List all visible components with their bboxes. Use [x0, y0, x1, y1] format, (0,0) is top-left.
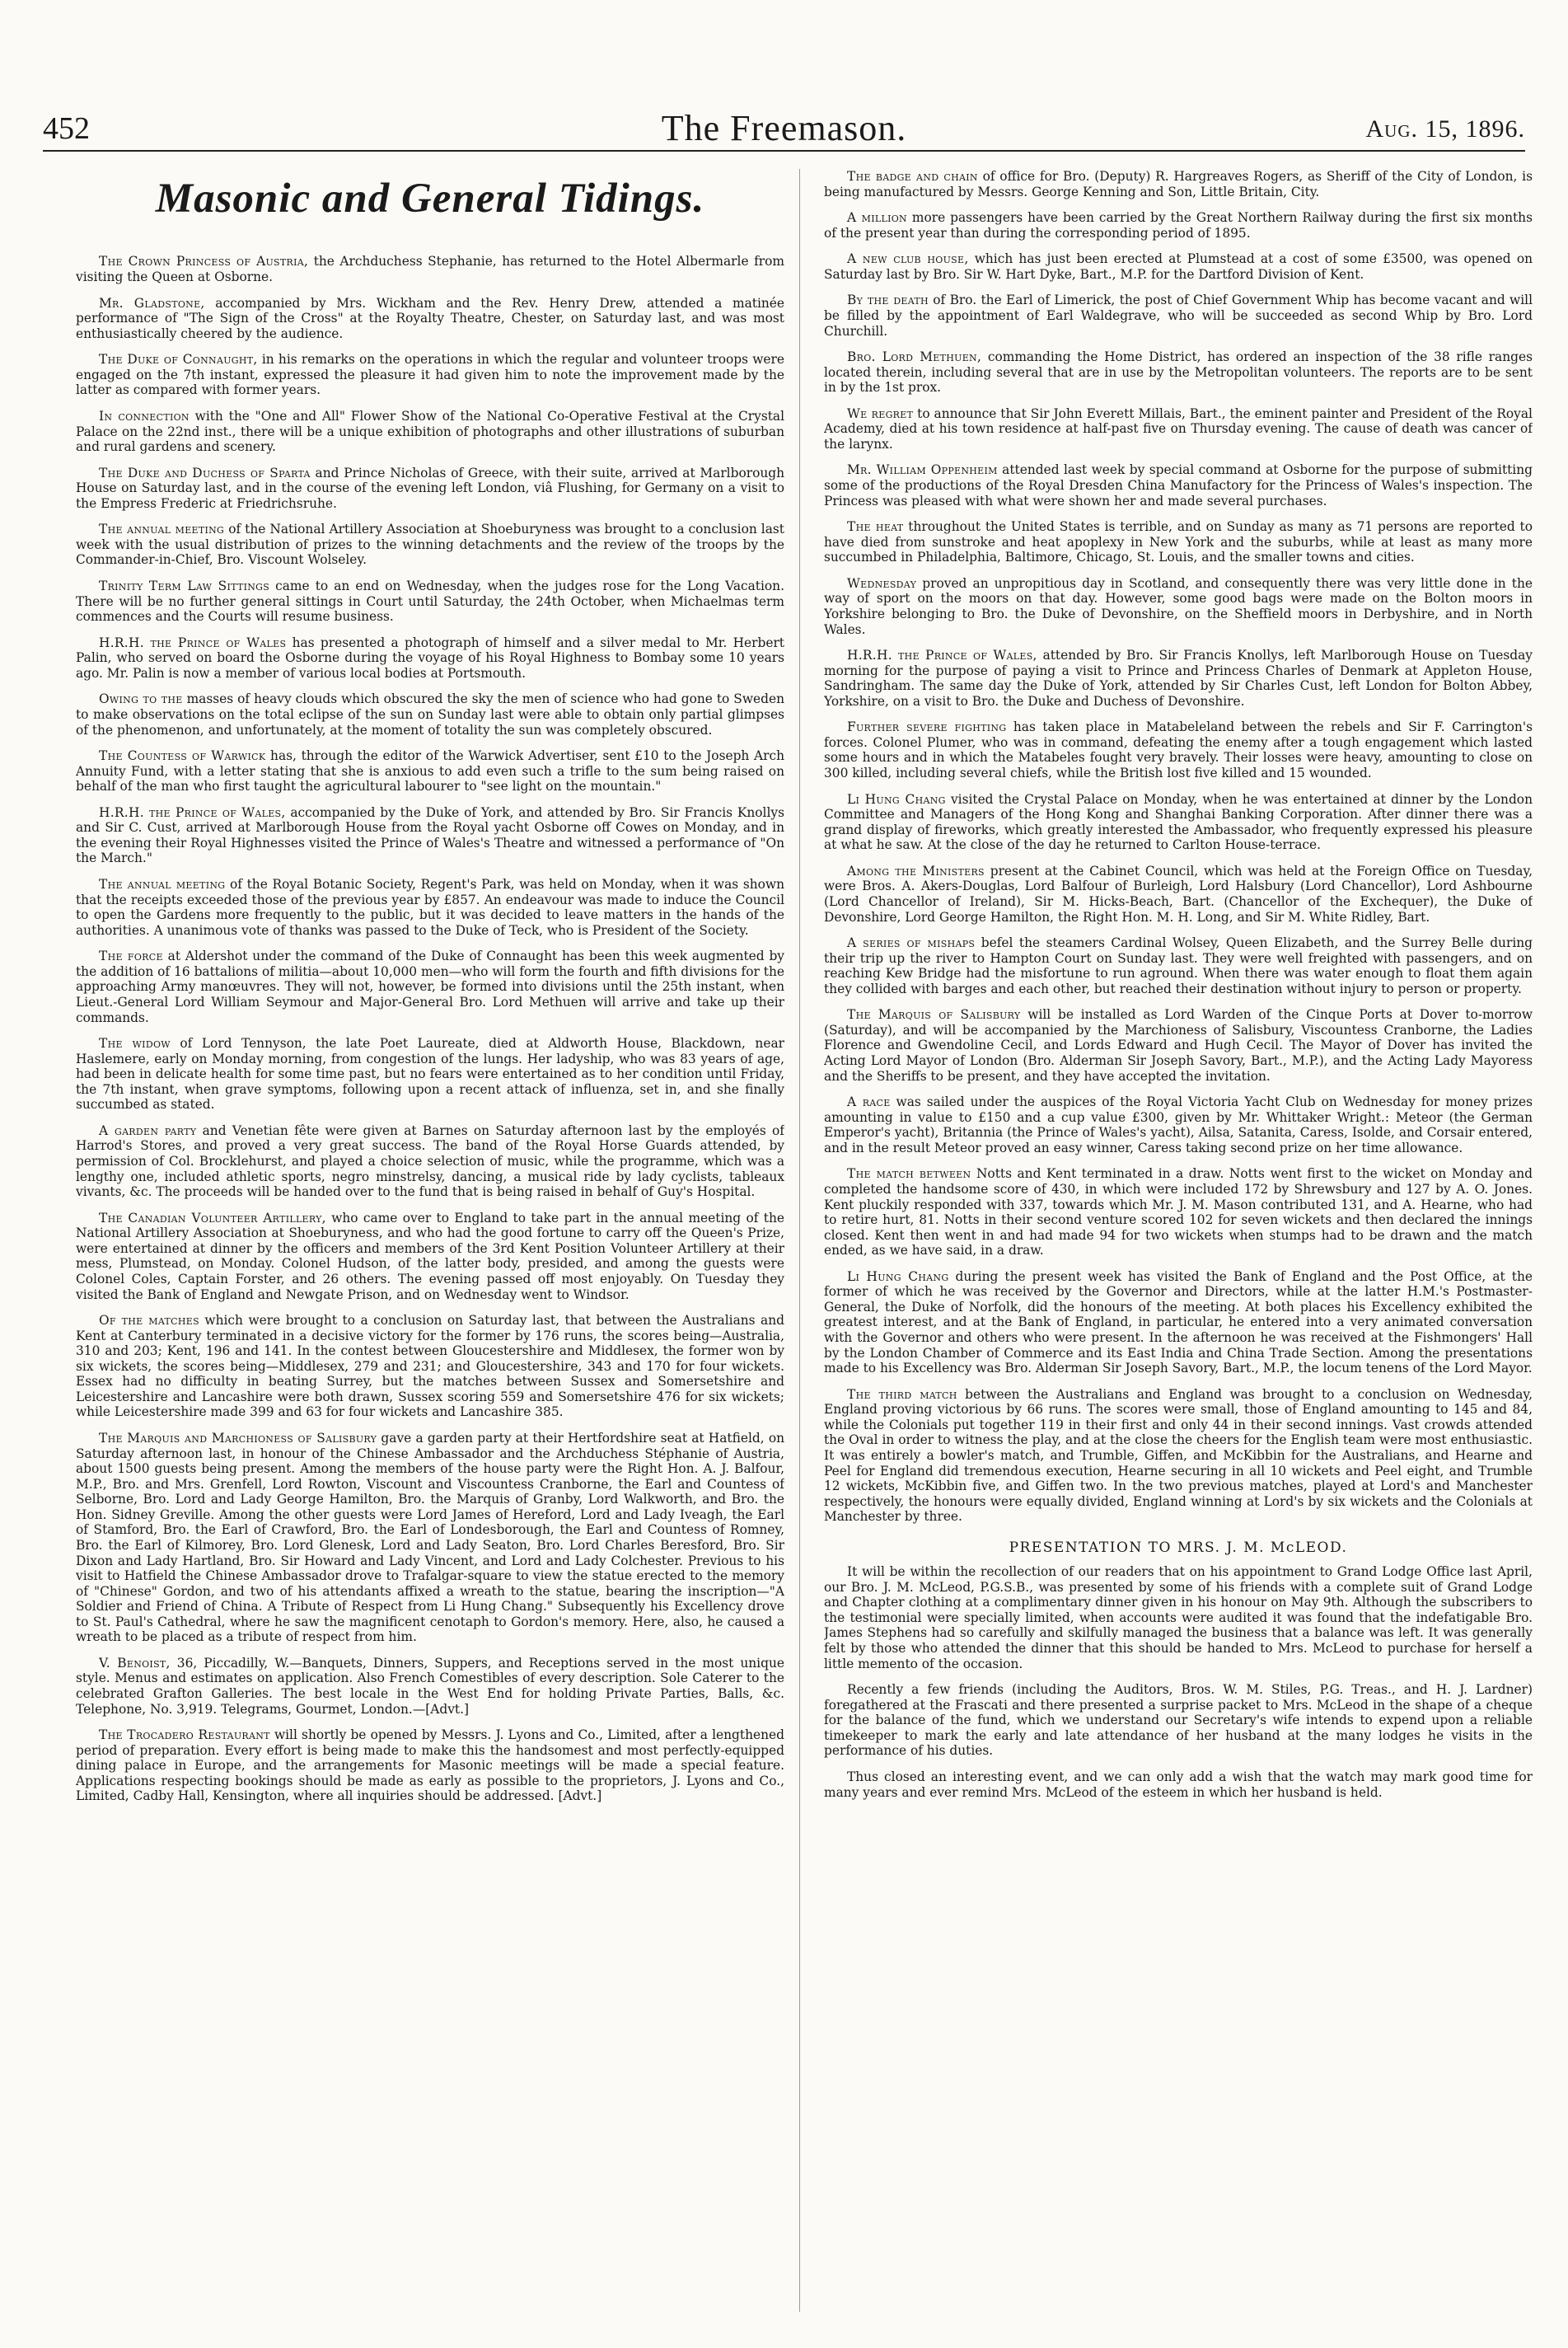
paragraph-text: between the Australians and England was brought to a conclusion on Wednesday, England proving victorious by 66 runs. The scores were small, those of England amounting to 145 and 84, while the Colonials put together 119 in their first and only 44 in their second innings. Vast crowds attended the Oval in order to witness the play, and at the close the cheers for the English team were most enthusiastic. It was entirely a bowler's match, and Trumble, Giffen, and McKibbin for the Australians, and Hearne and Peel for England did tremendous execution, Hearne securing in all 10 wickets and Peel eight, and Trumble 12 wickets, McKibbin five, and Giffen two. In the two previous matches, played at Lord's and Manchester respectively, the honours were equally divided, England winning at Lord's by six wickets and the Colonials at Manchester by three. — [824, 1386, 1533, 1525]
paragraph-text: of the Royal Botanic Society, Regent's Park, was held on Monday, when it was shown that the receipts exceeded those of the previous year by £857. An endeavour was made to induce the Council to open the Gardens more frequently to the public, but it was decided to leave matters in the hands of the authorities. A unanimous vote of thanks was passed to the Duke of Teck, who is President of the Society. — [76, 877, 784, 938]
paragraph-text: during the present week has visited the Bank of England and the Post Office, at the former of which he was received by the Governor and Directors, while at the latter H.M.'s Postmaster-General, the Duke of Norfolk, did the honours of the meeting. At both places his Excellency exhibited the greatest interest, and at the Bank of England, in particular, he entered into a very animated conversation with the Governor and others who were present. In the afternoon he was received at the Fishmongers' Hall by the London Chamber of Commerce and its East India and China Trade Section. Among the presentations made to his Excellency was Bro. Alderman Sir Joseph Savory, Bart., M.P., the locum tenens of the Lord Mayor. — [824, 1268, 1533, 1376]
paragraph-lead: In connection — [99, 408, 190, 424]
paragraph-text: present at the Cabinet Council, which was held at the Foreign Office on Tuesday, were Bros. A. Akers-Douglas, Lord Balfour of Burleigh, Lord Halsbury (Lord Chancellor), Lord Ashbourne (Lord Chancellor of Ireland), Sir M. Hicks-Beach, Bart. (Chancellor of the Exchequer), the Duke of Devonshire, Lord George Hamilton, the Right Hon. M. H. Long, and Sir M. White Ridley, Bart. — [824, 863, 1533, 925]
paragraph-lead: Mr. William Oppenheim — [847, 462, 998, 478]
column-divider — [799, 169, 800, 2312]
news-paragraph — [76, 748, 784, 794]
paragraph-lead: Trinity Term Law Sittings — [99, 579, 270, 594]
news-paragraph — [76, 805, 784, 866]
paragraph-text: of office for Bro. (Deputy) R. Hargreaves Rogers, as Sheriff of the City of London, is being manufactured by Messrs. George Kenning and Son, Little Britain, City. — [824, 169, 1533, 199]
paragraph-lead: The heat — [847, 519, 904, 535]
news-paragraph — [76, 877, 784, 938]
paragraph-lead: Wednesday — [847, 575, 917, 591]
paragraph-text: accompanied by the Duke of York, and attended by Bro. Sir Francis Knollys and Sir C. Cust, arrived at Marlborough House from the Royal yacht Osborne off Cowes on Monday, and in the evening their Royal Highnesses visited the Prince of Wales's Theatre and witnessed a performance of "On the March." — [76, 804, 784, 866]
news-paragraph — [824, 1007, 1533, 1084]
paragraph-text: at Aldershot under the command of the Duke of Connaught has been this week augmented by the addition of 16 battalions of militia—about 10,000 men—who will form the fourth and fifth divisions for the approaching Army manœuvres. They will not, however, be formed into divisions until the 25th instant, when Lieut.-General Lord William Seymour and Major-General Bro. Lord Methuen will arrive and take up their commands. — [76, 949, 784, 1025]
news-paragraph — [76, 296, 784, 342]
presentation-paragraph: Recently a few friends (including the Auditors, Bros. W. M. Stiles, P.G. Treas., and H. J. Lardner) foregathered at the Frascati and there presented a surprise packet to Mrs. McLeod in the shape of a cheque for the balance of the fund, which we understand our Secretary's wife intends to expend upon a reliable timekeeper to mark the early and late attendance of her husband at the many lodges he visits in the performance of his duties. — [824, 1682, 1533, 1759]
paragraph-lead: The Marquis and Marchioness of Salisbury — [99, 1431, 377, 1446]
paragraph-text: will be installed as Lord Warden of the Cinque Ports at Dover to-morrow (Saturday), and will be accompanied by the Marchioness of Salisbury, Viscountess Cranborne, the Ladies Florence and Gwendoline Cecil, and Lords Edward and Hugh Cecil. The Mayor of Dover has invited the Acting Lord Mayor of London (Bro. Alderman Sir Joseph Savory, Bart., M.P.), and the Acting Lady Mayoress and the Sheriffs to be present, and they have accepted the invitation. — [824, 1007, 1533, 1084]
paragraph-text: which were brought to a conclusion on Saturday last, that between the Australians and Kent at Canterbury terminated in a decisive victory for the former by 176 runs, the scores being—Australia, 310 and 203; Kent, 196 and 141. In the contest between Gloucestershire and Middlesex, the former won by six wickets, the scores being—Middlesex, 279 and 231; and Gloucestershire, 343 and 170 for four wickets. Essex had no difficulty in beating Surrey, but the matches between Sussex and Somersetshire and Leicestershire and Lancashire were both drawn, Sussex scoring 559 and Somersetshire 476 for six wickets; while Leicestershire made 399 and 63 for four wickets and Lancashire 385. — [76, 1313, 784, 1420]
paragraph-text: will shortly be opened by Messrs. J. Lyons and Co., Limited, after a lengthened period of preparation. Every effort is being made to make this the handsomest and most perfectly-equipped dining palace in Europe, and the arrangements for Masonic meetings will be made a special feature. Applications respecting bookings should be made as early as possible to the proprietors, J. Lyons and Co., Limited, Cadby Hall, Kensington, where all inquiries should be addressed. [Advt.] — [76, 1727, 784, 1804]
news-paragraph — [824, 648, 1533, 709]
news-paragraph — [824, 293, 1533, 339]
paragraph-lead: The widow — [99, 1036, 171, 1052]
paragraph-text: to announce that Sir John Everett Millais, Bart., the eminent painter and President of the Royal Academy, died at his town residence at half-past five on Thursday evening. The cause of death was cancer of the larynx. — [824, 405, 1533, 452]
news-paragraph — [824, 935, 1533, 996]
paragraph-text: of the National Artillery Association at Shoeburyness was brought to a conclusion last week with the usual distribution of prizes to the winning detachments and the review of the troops by the Commander-in-Chief, Bro. Viscount Wolseley. — [76, 522, 784, 568]
news-paragraph — [76, 466, 784, 512]
news-paragraph — [76, 1727, 784, 1804]
news-paragraph — [824, 210, 1533, 241]
news-paragraph — [76, 1313, 784, 1420]
paragraph-text: which has just been erected at Plumstead at a cost of some £3500, was opened on Saturday last by Bro. Sir W. Hart Dyke, Bart., M.P. for the Dartford Division of Kent. — [824, 251, 1533, 282]
news-paragraph — [76, 254, 784, 284]
section-headline: Masonic and General Tidings. — [155, 176, 705, 222]
presentation-paragraph: Thus closed an interesting event, and we can only add a wish that the watch may mark good time for many years and ever remind Mrs. McLeod of the esteem in which her husband is held. — [824, 1769, 1533, 1800]
paragraph-lead: H.R.H. the Prince of Wales — [99, 635, 287, 650]
paragraph-text: has, through the editor of the Warwick Advertiser, sent £10 to the Joseph Arch Annuity Fund, with a letter stating that she is anxious to add even such a trifle to the sum being raised on behalf of the man who first taught the agricultural labourer to "see light on the mountain." — [76, 748, 784, 794]
paragraph-lead: Li Hung Chang — [847, 1268, 949, 1284]
paragraph-text: proved an unpropitious day in Scotland, and consequently there was very little done in the way of sport on the moors on that day. However, some good bags were made on the Bolton moors in Yorkshire belonging to Bro. the Duke of Devonshire, on the Sheffield moors in Derbyshire, and in North Wales. — [824, 575, 1533, 637]
paragraph-lead: The Trocadero Restaurant — [99, 1727, 270, 1743]
paragraph-lead: Further severe fighting — [847, 719, 1007, 735]
paragraph-lead: A series of mishaps — [847, 935, 976, 951]
paragraph-lead: Bro. Lord Methuen, — [847, 349, 982, 365]
paragraph-lead: The Duke of Connaught, — [99, 352, 258, 368]
paragraph-text: throughout the United States is terrible, and on Sunday as many as 71 persons are reported to have died from sunstroke and heat apoplexy in New York and the suburbs, while at least as many more succumbed in Philadelphia, Baltimore, Chicago, St. Louis, and the smaller towns and cities. — [824, 519, 1533, 565]
news-paragraph — [824, 864, 1533, 925]
news-paragraph — [824, 1166, 1533, 1258]
paragraph-lead: The match between — [847, 1166, 971, 1182]
news-paragraph — [76, 1123, 784, 1200]
news-paragraph — [824, 792, 1533, 853]
presentation-heading: PRESENTATION TO MRS. J. M. McLEOD. — [1009, 1539, 1348, 1556]
paragraph-lead: The Duke and Duchess of Sparta — [99, 465, 311, 480]
news-paragraph — [76, 1211, 784, 1302]
news-paragraph — [76, 1431, 784, 1645]
paragraph-text: and Venetian fête were given at Barnes on Saturday afternoon last by the employés of Harrod's Stores, and proved a very great success. The band of the Royal Horse Guards attended, by permission of Col. Brocklehurst, and played a choice selection of music, while the programme, which was a lengthy one, included athletic sports, negro minstrelsy, dancing, a musical ride by lady cyclists, tableaux vivants, &c. The proceeds will be handed over to the fund that is being raised in behalf of Guy's Hospital. — [76, 1122, 784, 1200]
page-number: 452 — [43, 111, 90, 146]
paragraph-text: with the "One and All" Flower Show of the National Co-Operative Festival at the Crystal Palace on the 22nd inst., there will be a unique exhibition of photographs and other illustrations of suburban and rural gardens and scenery. — [76, 408, 784, 455]
news-paragraph — [824, 462, 1533, 508]
paragraph-lead: H.R.H. the Prince of Wales, — [847, 648, 1037, 663]
news-paragraph — [76, 1036, 784, 1113]
paragraph-lead: The Canadian Volunteer Artillery, — [99, 1210, 326, 1226]
paragraph-lead: Li Hung Chang — [847, 791, 946, 807]
paragraph-text: accompanied by Mrs. Wickham and the Rev. Henry Drew, attended a matinée performance of "The Sign of the Cross" at the Royalty Theatre, Chester, on Saturday last, and was most enthusiastically cheered by the audience. — [76, 295, 784, 341]
paragraph-lead: V. Benoist, — [99, 1655, 171, 1671]
right-column — [824, 169, 1533, 2328]
paragraph-lead: A race — [847, 1094, 891, 1110]
paragraph-text: more passengers have been carried by the Great Northern Railway during the first six months of the present year than during the corresponding period of 1895. — [824, 210, 1533, 241]
paragraph-text: commanding the Home District, has ordered an inspection of the 38 rifle ranges located therein, including several that are in use by the Metropolitan volunteers. The reports are to be sent in by the 1st prox. — [824, 349, 1533, 396]
paragraph-lead: A million — [847, 210, 907, 226]
left-column — [76, 169, 784, 2328]
issue-date: Aug. 15, 1896. — [1365, 115, 1525, 143]
paragraph-text: gave a garden party at their Hertfordshire seat at Hatfield, on Saturday afternoon last, in honour of the Chinese Ambassador and the Archduchess Stéphanie of Austria, about 1500 guests being present. Among the members of the house party were the Right Hon. A. J. Balfour, M.P., Bro. and Mrs. Grenfell, Lord Rowton, Viscount and Viscountess Cranborne, the Earl and Countess of Selborne, Bro. Lord and Lady George Hamilton, Bro. the Marquis of Granby, Lord Walkworth, and Bro. the Hon. Sidney Greville. Among the other guests were Lord James of Hereford, Lord and Lady Iveagh, the Earl of Stamford, Bro. the Earl of Crawford, Bro. the Earl of Londesborough, the Earl and Countess of Romney, Bro. the Earl of Kilmorey, Bro. Lord Glenesk, Lord and Lady Seaton, Bro. Lord Charles Beresford, Bro. Sir Dixon and Lady Hartland, Bro. Sir Howard and Lady Vincent, and Lord and Lady Colchester. Previous to his visit to Hatfield the Chinese Ambassador drove to Trafalgar-square to view the statue erected to the memory of "Chinese" Gordon, and two of his attendants affixed a wreath to the statue, bearing the inscription—"A Soldier and Friend of China. A Tribute of Respect from Li Hung Chang." Subsequently his Excellency drove to St. Paul's Cathedral, where he saw the magnificent cenotaph to Gordon's memory. Here, also, he caused a wreath to be placed as a tribute of respect from him. — [76, 1431, 784, 1645]
news-paragraph — [76, 635, 784, 682]
paragraph-lead: A garden party — [99, 1122, 197, 1138]
paragraph-lead: A new club house, — [847, 251, 969, 267]
news-paragraph — [824, 251, 1533, 282]
paragraph-text: of Lord Tennyson, the late Poet Laureate, died at Aldworth House, Blackdown, near Haslemere, early on Monday morning, from congestion of the lungs. Her ladyship, who was 83 years of age, had been in delicate health for some time past, but no fears were entertained as to her condition until Friday, the 7th instant, when grave symptoms, following upon a recent attack of influenza, set in, and she finally succumbed as stated. — [76, 1036, 784, 1113]
paragraph-lead: The annual meeting — [99, 877, 226, 893]
news-paragraph — [76, 409, 784, 455]
news-paragraph — [76, 352, 784, 398]
paragraph-text: visited the Crystal Palace on Monday, when he was entertained at dinner by the London Committee and Managers of the Hong Kong and Shanghai Banking Corporation. After dinner there was a grand display of fireworks, which greatly interested the Ambassador, who frequently expressed his pleasure at what he saw. At the close of the day he returned to Carlton House-terrace. — [824, 791, 1533, 853]
paragraph-text: Notts and Kent terminated in a draw. Notts went first to the wicket on Monday and completed the handsome score of 430, in which were included 172 by Shrewsbury and 127 by A. O. Jones. Kent pluckily responded with 337, towards which Mr. J. M. Mason contributed 131, and A. Hearne, who had to retire hurt, 81. Notts in their second venture scored 102 for seven wickets and then declared the innings closed. Kent then went in and had made 94 for two wickets when stumps had to be drawn and the match ended, as we have said, in a draw. — [824, 1166, 1533, 1258]
news-paragraph — [824, 1094, 1533, 1155]
paragraph-lead: H.R.H. the Prince of Wales, — [99, 804, 286, 820]
paragraph-text: in his remarks on the operations in which the regular and volunteer troops were engaged on the 7th instant, expressed the pleasure it had given him to note the improvement made by the latter as compared with former years. — [76, 352, 784, 398]
paragraph-lead: The force — [99, 949, 163, 964]
news-paragraph — [76, 949, 784, 1025]
paragraph-text: attended by Bro. Sir Francis Knollys, left Marlborough House on Tuesday morning for the purpose of paying a visit to Prince and Princess Charles of Denmark at Appleton House, Sandringham. The same day the Duke of York, attended by Sir Charles Cust, left London for Bolton Abbey, Yorkshire, on a visit to Bro. the Duke and Duchess of Devonshire. — [824, 648, 1533, 709]
paragraph-text: 36, Piccadilly, W.—Banquets, Dinners, Suppers, and Receptions served in the most unique style. Menus and estimates on application. Also French Comestibles of every description. Sole Caterer to the celebrated Grafton Galleries. The best locale in the West End for holding Private Parties, Balls, &c. Telephone, No. 3,919. Telegrams, Gourmet, London.—[Advt.] — [76, 1655, 784, 1717]
paragraph-lead: The Marquis of Salisbury — [847, 1007, 1021, 1023]
paragraph-lead: The badge and chain — [847, 169, 978, 184]
paragraph-text: has presented a photograph of himself and a silver medal to Mr. Herbert Palin, who served on board the Osborne during the voyage of his Royal Highness to Bombay some 10 years ago. Mr. Palin is now a member of various local bodies at Portsmouth. — [76, 635, 784, 681]
paragraph-lead: The Countess of Warwick — [99, 748, 266, 764]
paragraph-text: and Prince Nicholas of Greece, with their suite, arrived at Marlborough House on Saturday last, and in the course of the evening left London, viâ Flushing, for Germany on a visit to the Empress Frederic at Friedrichsruhe. — [76, 465, 784, 511]
news-paragraph — [824, 519, 1533, 565]
news-paragraph — [76, 579, 784, 625]
paragraph-text: came to an end on Wednesday, when the judges rose for the Long Vacation. There will be no further general sittings in Court until Saturday, the 24th October, when Michaelmas term commences and the Courts will resume business. — [76, 579, 784, 625]
news-paragraph — [76, 691, 784, 738]
masthead — [43, 107, 1525, 152]
news-paragraph — [824, 406, 1533, 452]
paragraph-lead: Owing to the — [99, 691, 183, 707]
paragraph-lead: Among the Ministers — [847, 863, 985, 879]
paragraph-text: has taken place in Matabeleland between the rebels and Sir F. Carrington's forces. Colonel Plumer, who was in command, defeating the enemy after a tough engagement which lasted some hours and in which the Matabeles fought very bravely. Their losses were heavy, amounting to close on 300 killed, including several chiefs, while the British lost five killed and 15 wounded. — [824, 719, 1533, 780]
paragraph-lead: Mr. Gladstone, — [99, 295, 205, 311]
paragraph-text: befel the steamers Cardinal Wolsey, Queen Elizabeth, and the Surrey Belle during their trip up the river to Hampton Court on Sunday last. They were well freighted with passengers, and on reaching Kew Bridge had the misfortune to run aground. When there was water enough to float them again they collided with barges and each other, but reached their destination without injury to person or property. — [824, 935, 1533, 996]
paragraph-text: of Bro. the Earl of Limerick, the post of Chief Government Whip has become vacant and will be filled by the appointment of Earl Waldegrave, who will be succeeded as second Whip by Bro. Lord Churchill. — [824, 293, 1533, 339]
paragraph-lead: Of the matches — [99, 1313, 199, 1329]
paragraph-lead: The Crown Princess of Austria, — [99, 254, 309, 269]
news-paragraph — [824, 576, 1533, 637]
paragraph-lead: The annual meeting — [99, 522, 225, 537]
paragraph-lead: We regret — [847, 405, 914, 421]
paragraph-text: who came over to England to take part in the annual meeting of the National Artillery Association at Shoeburyness, and who had the good fortune to carry off the Queen's Prize, were entertained at dinner by the officers and members of the 3rd Kent Position Volunteer Artillery at their mess, Plumstead, on Monday. Colonel Hudson, of the latter body, presided, and among the guests were Colonel Coles, Captain Forster, and 26 others. The evening passed off most enjoyably. On Tuesday they visited the Bank of England and Newgate Prison, and on Wednesday went to Windsor. — [76, 1210, 784, 1302]
newspaper-title: The Freemason. — [661, 108, 907, 148]
news-paragraph — [76, 1656, 784, 1717]
news-paragraph — [824, 169, 1533, 199]
paragraph-text: attended last week by special command at Osborne for the purpose of submitting some of the productions of the Royal Dresden China Manufactory for the Princess of Wales's inspection. The Princess was pleased with what were shown her and made several purchases. — [824, 462, 1533, 508]
presentation-paragraph: It will be within the recollection of our readers that on his appointment to Grand Lodge Office last April, our Bro. J. M. McLeod, P.G.S.B., was presented by some of his friends with a complete suit of Grand Lodge and Chapter clothing at a complimentary dinner given in his honour on May 9th. Although the subscribers to the testimonial were specially limited, when accounts were audited it was found that the indefatigable Bro. James Stephens had so carefully and skilfully managed the business that a balance was left. It was generally felt by those who attended the dinner that this should be handed to Mrs. McLeod to purchase for herself a little memento of the occasion. — [824, 1564, 1533, 1671]
news-paragraph — [824, 1269, 1533, 1376]
news-paragraph — [824, 719, 1533, 780]
news-paragraph — [824, 349, 1533, 396]
paragraph-text: was sailed under the auspices of the Royal Victoria Yacht Club on Wednesday for money prizes amounting in value to £150 and a cup value £300, given by Mr. Whittaker Wright.: Meteor (the German Emperor's yacht), Britannia (the Prince of Wales's yacht), Ailsa, Satanita, Caress, Isolde, and Corsair entered, and in the result Meteor proved an easy winner, Caress taking second prize on her time allowance. — [824, 1094, 1533, 1155]
news-paragraph — [76, 522, 784, 568]
news-paragraph — [824, 1387, 1533, 1525]
paragraph-text: masses of heavy clouds which obscured the sky the men of science who had gone to Sweden to make observations on the total eclipse of the sun on Sunday last were able to obtain only partial glimpses of the phenomenon, and unfortunately, at the moment of totality the sun was completely obscured. — [76, 691, 784, 738]
paragraph-text: the Archduchess Stephanie, has returned to the Hotel Albermarle from visiting the Queen at Osborne. — [76, 254, 784, 285]
paragraph-lead: The third match — [847, 1386, 957, 1402]
paragraph-lead: By the death — [847, 293, 929, 308]
